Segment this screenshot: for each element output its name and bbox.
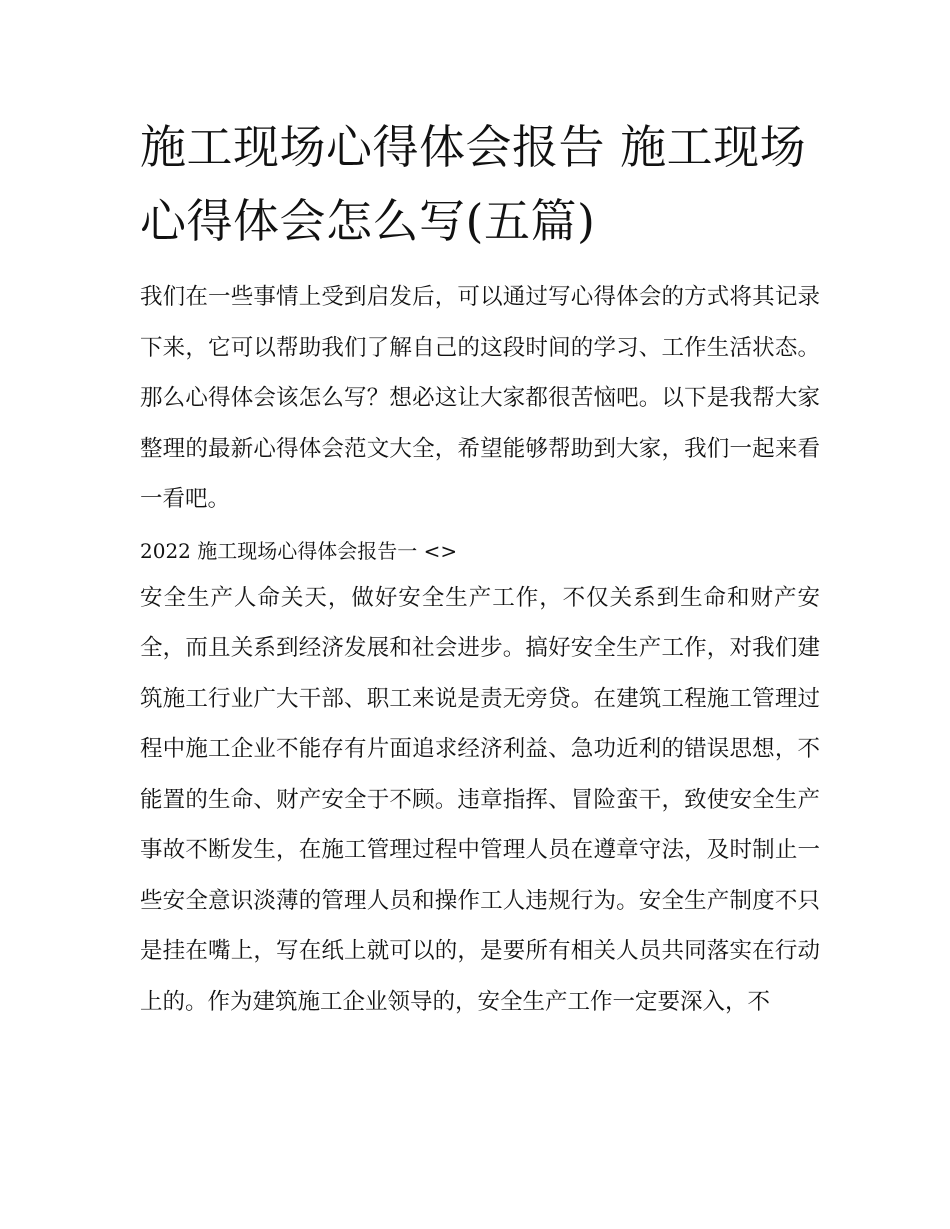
intro-paragraph: 我们在一些事情上受到启发后，可以通过写心得体会的方式将其记录下来，它可以帮助我们了解自己的这段时间的学习、工作生活状态。那么心得体会该怎么写？想必这让大家都很苦恼吧。以下是我帮大家整理的最新心得体会范文大全，希望能够帮助到大家，我们一起来看一看吧。 (140, 284, 820, 512)
section-heading: 2022 施工现场心得体会报告一 <> (140, 538, 458, 563)
document-title: 施工现场心得体会报告 施工现场心得体会怎么写(五篇) (140, 120, 807, 248)
section-body-paragraph: 安全生产人命关天，做好安全生产工作，不仅关系到生命和财产安全，而且关系到经济发展和社会进步。搞好安全生产工作，对我们建筑施工行业广大干部、职工来说是责无旁贷。在建筑工程施工管理过程中施工企业不能存有片面追求经济利益、急功近利的错误思想，不能置的生命、财产安全于不顾。违章指挥、冒险蛮干，致使安全生产事故不断发生，在施工管理过程中管理人员在遵章守法，及时制止一些安全意识淡薄的管理人员和操作工人违规行为。安全生产制度不只是挂在嘴上，写在纸上就可以的，是要所有相关人员共同落实在行动上的。作为建筑施工企业领导的，安全生产工作一定要深入，不 (140, 584, 820, 1015)
document-page (140, 110, 820, 1027)
